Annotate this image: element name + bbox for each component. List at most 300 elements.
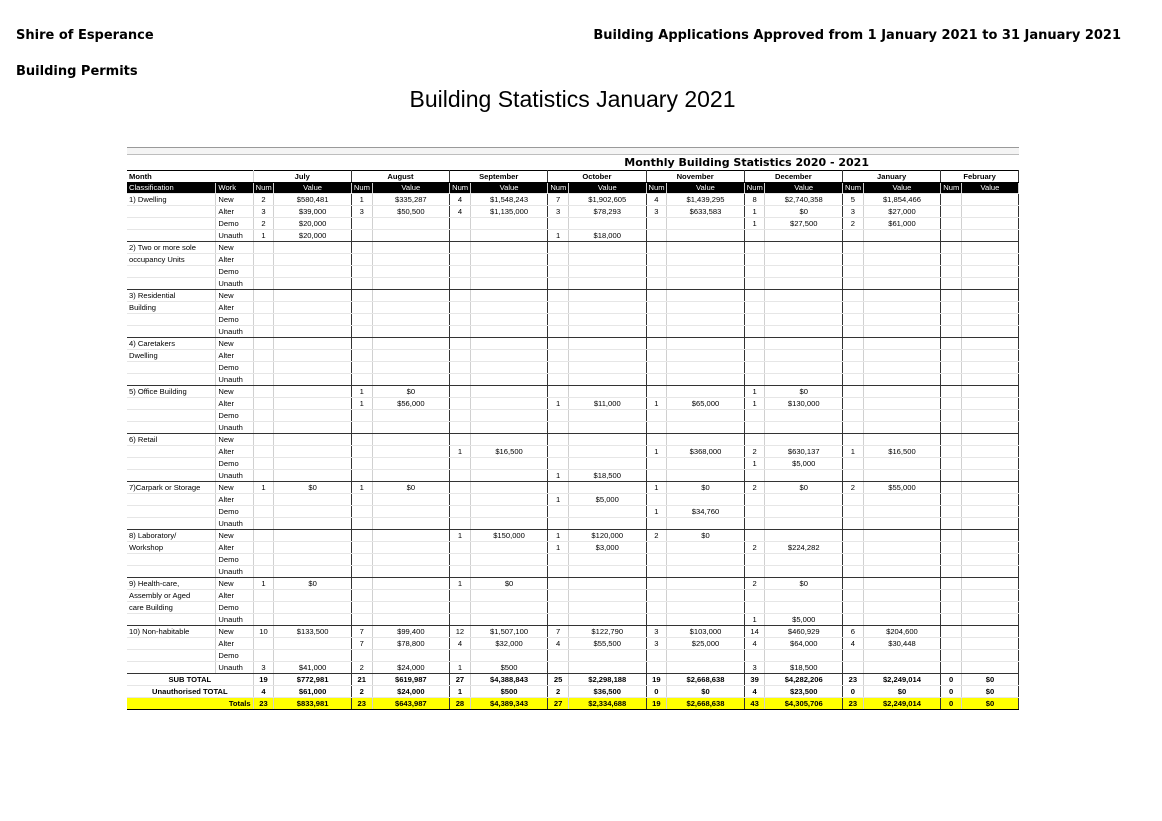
- num-cell: 1: [450, 662, 471, 674]
- value-cell: [863, 314, 941, 326]
- table-row: [127, 662, 1019, 674]
- num-cell: [253, 362, 274, 374]
- value-cell: [470, 482, 548, 494]
- num-cell: [351, 494, 372, 506]
- value-cell: $772,981: [274, 674, 352, 686]
- value-cell: [667, 578, 745, 590]
- month-name: November: [646, 171, 744, 183]
- table-row: [127, 542, 1019, 554]
- num-cell: [450, 374, 471, 386]
- num-cell: 8: [744, 194, 765, 206]
- classification-cell: [127, 326, 216, 338]
- value-cell: [274, 350, 352, 362]
- work-cell: Demo: [216, 266, 253, 278]
- value-cell: [274, 290, 352, 302]
- classification-cell: occupancy Units: [127, 254, 216, 266]
- num-cell: [450, 290, 471, 302]
- value-cell: $20,000: [274, 230, 352, 242]
- num-cell: [351, 218, 372, 230]
- value-cell: [961, 662, 1018, 674]
- num-cell: [843, 290, 864, 302]
- value-cell: $1,507,100: [470, 626, 548, 638]
- num-cell: [351, 458, 372, 470]
- value-cell: $0: [667, 530, 745, 542]
- num-cell: 1: [253, 230, 274, 242]
- work-cell: Demo: [216, 218, 253, 230]
- num-cell: [351, 338, 372, 350]
- value-cell: [470, 458, 548, 470]
- value-cell: [765, 506, 843, 518]
- value-cell: [961, 566, 1018, 578]
- classification-cell: [127, 446, 216, 458]
- value-cell: [961, 290, 1018, 302]
- num-cell: 2: [744, 542, 765, 554]
- num-cell: [646, 554, 667, 566]
- column-header-row: [127, 183, 1019, 194]
- num-cell: 0: [646, 686, 667, 698]
- classification-cell: [127, 206, 216, 218]
- value-cell: $0: [372, 482, 450, 494]
- value-cell: $50,500: [372, 206, 450, 218]
- num-cell: [253, 458, 274, 470]
- value-cell: [863, 650, 941, 662]
- value-cell: [372, 254, 450, 266]
- value-cell: [863, 398, 941, 410]
- value-cell: [667, 554, 745, 566]
- value-cell: $460,929: [765, 626, 843, 638]
- value-cell: [274, 374, 352, 386]
- value-cell: $0: [961, 698, 1018, 710]
- value-cell: $204,600: [863, 626, 941, 638]
- num-cell: [450, 470, 471, 482]
- value-cell: [274, 422, 352, 434]
- classification-cell: 10) Non-habitable: [127, 626, 216, 638]
- classification-cell: 7)Carpark or Storage: [127, 482, 216, 494]
- value-cell: $16,500: [863, 446, 941, 458]
- num-cell: [744, 230, 765, 242]
- value-cell: [961, 542, 1018, 554]
- value-cell: [961, 554, 1018, 566]
- value-cell: [961, 506, 1018, 518]
- value-cell: [470, 230, 548, 242]
- table-row: [127, 266, 1019, 278]
- num-cell: [646, 662, 667, 674]
- num-cell: [843, 374, 864, 386]
- num-cell: [843, 242, 864, 254]
- num-cell: [843, 542, 864, 554]
- num-cell: [253, 650, 274, 662]
- value-cell: [470, 434, 548, 446]
- num-cell: 1: [744, 206, 765, 218]
- value-cell: $34,760: [667, 506, 745, 518]
- value-cell: [470, 506, 548, 518]
- value-cell: [667, 602, 745, 614]
- classification-cell: [127, 662, 216, 674]
- num-cell: [941, 542, 962, 554]
- value-cell: [961, 338, 1018, 350]
- num-header: Num: [351, 183, 372, 194]
- value-cell: $5,000: [765, 614, 843, 626]
- value-cell: [372, 290, 450, 302]
- num-cell: [253, 314, 274, 326]
- value-cell: [863, 302, 941, 314]
- value-cell: [568, 254, 646, 266]
- value-cell: $0: [961, 686, 1018, 698]
- num-cell: [646, 542, 667, 554]
- value-cell: [568, 506, 646, 518]
- num-cell: 7: [548, 626, 569, 638]
- value-cell: $24,000: [372, 662, 450, 674]
- value-cell: [274, 458, 352, 470]
- num-cell: 3: [843, 206, 864, 218]
- value-cell: [274, 242, 352, 254]
- classification-cell: [127, 410, 216, 422]
- classification-cell: [127, 494, 216, 506]
- num-cell: [351, 650, 372, 662]
- value-cell: [372, 218, 450, 230]
- value-cell: [274, 338, 352, 350]
- num-cell: [843, 410, 864, 422]
- classification-cell: 8) Laboratory/: [127, 530, 216, 542]
- value-cell: $99,400: [372, 626, 450, 638]
- num-cell: 2: [843, 482, 864, 494]
- value-cell: [961, 458, 1018, 470]
- num-cell: [253, 302, 274, 314]
- num-cell: 23: [843, 698, 864, 710]
- value-cell: [274, 506, 352, 518]
- value-cell: [470, 518, 548, 530]
- value-cell: [274, 602, 352, 614]
- value-header: Value: [961, 183, 1018, 194]
- value-cell: [765, 554, 843, 566]
- value-cell: $20,000: [274, 218, 352, 230]
- num-cell: [253, 554, 274, 566]
- table-row: [127, 494, 1019, 506]
- num-cell: 0: [941, 674, 962, 686]
- num-cell: 1: [351, 194, 372, 206]
- value-cell: [568, 518, 646, 530]
- value-cell: [568, 590, 646, 602]
- value-cell: [470, 242, 548, 254]
- value-cell: $16,500: [470, 446, 548, 458]
- value-cell: [863, 422, 941, 434]
- num-cell: [351, 518, 372, 530]
- num-cell: [646, 326, 667, 338]
- value-cell: [274, 266, 352, 278]
- num-cell: [744, 242, 765, 254]
- value-cell: [667, 494, 745, 506]
- classification-cell: [127, 230, 216, 242]
- num-cell: [351, 506, 372, 518]
- value-cell: [568, 290, 646, 302]
- value-cell: [667, 434, 745, 446]
- value-cell: $630,137: [765, 446, 843, 458]
- num-cell: [646, 266, 667, 278]
- num-cell: 2: [253, 194, 274, 206]
- value-cell: [961, 254, 1018, 266]
- value-header: Value: [372, 183, 450, 194]
- num-cell: [450, 278, 471, 290]
- num-cell: [646, 602, 667, 614]
- num-cell: [941, 482, 962, 494]
- num-cell: [843, 506, 864, 518]
- num-cell: [351, 542, 372, 554]
- month-name: December: [744, 171, 842, 183]
- value-cell: [667, 290, 745, 302]
- num-cell: 2: [744, 578, 765, 590]
- num-cell: [941, 530, 962, 542]
- value-cell: [372, 530, 450, 542]
- num-cell: [351, 566, 372, 578]
- value-cell: [863, 458, 941, 470]
- num-cell: [843, 386, 864, 398]
- classification-cell: [127, 314, 216, 326]
- value-cell: [274, 434, 352, 446]
- num-cell: 7: [548, 194, 569, 206]
- num-cell: [450, 338, 471, 350]
- num-cell: [843, 302, 864, 314]
- num-cell: 4: [646, 194, 667, 206]
- num-cell: [744, 518, 765, 530]
- num-cell: [450, 362, 471, 374]
- num-cell: [253, 446, 274, 458]
- value-cell: [667, 386, 745, 398]
- work-cell: Demo: [216, 362, 253, 374]
- classification-cell: [127, 374, 216, 386]
- num-cell: [646, 290, 667, 302]
- num-cell: [843, 398, 864, 410]
- num-cell: [450, 590, 471, 602]
- num-cell: [941, 458, 962, 470]
- unauthorised-total-row-label: Unauthorised TOTAL: [127, 686, 253, 698]
- value-cell: $2,668,638: [667, 698, 745, 710]
- value-cell: $0: [372, 386, 450, 398]
- num-cell: 4: [744, 638, 765, 650]
- work-cell: Demo: [216, 458, 253, 470]
- table-row: [127, 242, 1019, 254]
- statistics-table: [127, 170, 1019, 710]
- work-cell: Unauth: [216, 566, 253, 578]
- num-cell: [744, 422, 765, 434]
- num-cell: [646, 410, 667, 422]
- value-header: Value: [765, 183, 843, 194]
- value-cell: [765, 314, 843, 326]
- value-cell: [863, 518, 941, 530]
- classification-cell: [127, 518, 216, 530]
- value-cell: [961, 434, 1018, 446]
- num-header: Num: [843, 183, 864, 194]
- value-cell: [961, 422, 1018, 434]
- value-cell: [274, 638, 352, 650]
- num-cell: [351, 434, 372, 446]
- num-cell: [744, 338, 765, 350]
- num-cell: [548, 278, 569, 290]
- value-cell: [274, 542, 352, 554]
- num-cell: 0: [941, 698, 962, 710]
- num-cell: 3: [253, 206, 274, 218]
- num-cell: [941, 314, 962, 326]
- num-cell: [548, 242, 569, 254]
- num-cell: [646, 254, 667, 266]
- value-cell: [961, 410, 1018, 422]
- num-cell: [646, 278, 667, 290]
- num-cell: [351, 530, 372, 542]
- value-cell: [863, 350, 941, 362]
- value-cell: [568, 446, 646, 458]
- value-header: Value: [470, 183, 548, 194]
- value-cell: $2,298,188: [568, 674, 646, 686]
- value-cell: $11,000: [568, 398, 646, 410]
- table-row: [127, 350, 1019, 362]
- value-cell: [568, 482, 646, 494]
- num-cell: 4: [253, 686, 274, 698]
- num-cell: [941, 422, 962, 434]
- num-cell: [941, 254, 962, 266]
- num-cell: [843, 266, 864, 278]
- value-cell: [372, 518, 450, 530]
- num-cell: [351, 314, 372, 326]
- value-cell: $0: [765, 482, 843, 494]
- num-cell: [351, 230, 372, 242]
- work-cell: Unauth: [216, 614, 253, 626]
- value-cell: $368,000: [667, 446, 745, 458]
- num-cell: [941, 374, 962, 386]
- num-cell: [253, 602, 274, 614]
- num-cell: [843, 434, 864, 446]
- num-cell: [253, 410, 274, 422]
- num-cell: [548, 434, 569, 446]
- value-cell: [863, 590, 941, 602]
- num-cell: [253, 494, 274, 506]
- value-cell: [863, 602, 941, 614]
- value-cell: [863, 578, 941, 590]
- table-row: [127, 290, 1019, 302]
- work-cell: New: [216, 386, 253, 398]
- num-cell: [548, 290, 569, 302]
- num-cell: [941, 494, 962, 506]
- num-cell: [941, 506, 962, 518]
- value-cell: [667, 662, 745, 674]
- table-row: [127, 314, 1019, 326]
- value-cell: $0: [274, 482, 352, 494]
- num-cell: [351, 326, 372, 338]
- num-cell: 1: [351, 398, 372, 410]
- value-cell: [667, 218, 745, 230]
- value-cell: [470, 350, 548, 362]
- num-cell: [744, 494, 765, 506]
- table-row: [127, 482, 1019, 494]
- num-cell: [548, 386, 569, 398]
- num-cell: 19: [646, 698, 667, 710]
- value-cell: [961, 326, 1018, 338]
- value-cell: [961, 314, 1018, 326]
- classification-cell: 6) Retail: [127, 434, 216, 446]
- classification-cell: [127, 470, 216, 482]
- num-cell: 1: [646, 482, 667, 494]
- value-cell: [961, 374, 1018, 386]
- work-cell: Alter: [216, 206, 253, 218]
- table-row: [127, 422, 1019, 434]
- value-cell: [372, 494, 450, 506]
- work-cell: New: [216, 626, 253, 638]
- num-cell: [548, 350, 569, 362]
- value-cell: $0: [961, 674, 1018, 686]
- value-cell: [863, 566, 941, 578]
- value-cell: $18,500: [765, 662, 843, 674]
- value-cell: [667, 374, 745, 386]
- value-cell: [765, 410, 843, 422]
- value-cell: [765, 362, 843, 374]
- value-cell: $833,981: [274, 698, 352, 710]
- value-cell: [470, 314, 548, 326]
- classification-cell: Dwelling: [127, 350, 216, 362]
- value-cell: $27,000: [863, 206, 941, 218]
- num-cell: 6: [843, 626, 864, 638]
- num-cell: [843, 530, 864, 542]
- num-cell: 1: [744, 386, 765, 398]
- value-cell: [961, 530, 1018, 542]
- num-cell: [548, 518, 569, 530]
- value-cell: [568, 410, 646, 422]
- value-cell: [863, 542, 941, 554]
- value-cell: [568, 374, 646, 386]
- value-cell: $120,000: [568, 530, 646, 542]
- num-cell: [646, 386, 667, 398]
- work-cell: Alter: [216, 494, 253, 506]
- table-row: [127, 626, 1019, 638]
- value-cell: [667, 422, 745, 434]
- value-cell: [765, 350, 843, 362]
- value-cell: [568, 602, 646, 614]
- value-cell: [470, 218, 548, 230]
- value-cell: [470, 470, 548, 482]
- value-cell: [863, 362, 941, 374]
- num-cell: [646, 614, 667, 626]
- table-row: [127, 518, 1019, 530]
- num-cell: [843, 362, 864, 374]
- num-cell: [253, 422, 274, 434]
- value-cell: [765, 278, 843, 290]
- num-cell: [351, 578, 372, 590]
- num-cell: [941, 578, 962, 590]
- value-cell: $0: [765, 578, 843, 590]
- value-cell: [863, 554, 941, 566]
- num-cell: [744, 530, 765, 542]
- table-row: [127, 638, 1019, 650]
- value-cell: [863, 434, 941, 446]
- num-cell: [253, 374, 274, 386]
- value-cell: [863, 662, 941, 674]
- organisation-name: Shire of Esperance: [16, 28, 154, 43]
- value-cell: [274, 530, 352, 542]
- num-cell: [843, 338, 864, 350]
- classification-cell: Workshop: [127, 542, 216, 554]
- num-cell: [941, 590, 962, 602]
- value-cell: [274, 386, 352, 398]
- num-cell: [646, 578, 667, 590]
- num-cell: [548, 590, 569, 602]
- num-cell: [744, 302, 765, 314]
- value-cell: [568, 434, 646, 446]
- value-cell: [372, 266, 450, 278]
- num-cell: [744, 350, 765, 362]
- value-cell: [667, 230, 745, 242]
- num-cell: [450, 398, 471, 410]
- num-cell: 2: [646, 530, 667, 542]
- value-cell: [667, 614, 745, 626]
- value-cell: [961, 350, 1018, 362]
- value-cell: [274, 254, 352, 266]
